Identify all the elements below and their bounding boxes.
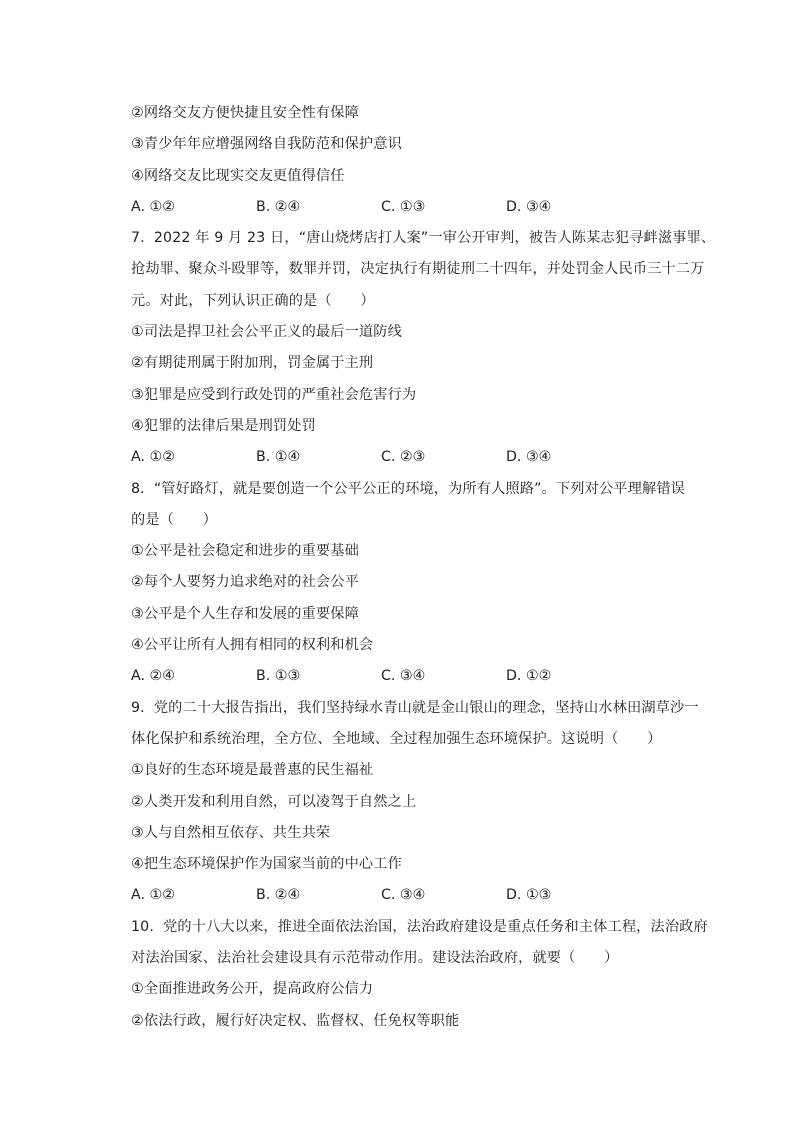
q9-item-3: ③人与自然相互依存、共生共荣: [131, 824, 331, 841]
q8-option-c: C. ③④: [381, 668, 426, 685]
q9-item-1: ①良好的生态环境是最普惠的民生福祉: [131, 762, 374, 779]
q8-item-2: ②每个人要努力追求绝对的社会公平: [131, 574, 359, 591]
q7-option-b: B. ①④: [256, 449, 301, 466]
question-10: [131, 914, 708, 1039]
q9-option-b: B. ②④: [256, 887, 301, 904]
q6-option-c: C. ①③: [381, 198, 426, 215]
question-9: [131, 695, 699, 914]
q7-item-2: ②有期徒刑属于附加刑，罚金属于主刑: [131, 355, 374, 372]
question-7: [131, 225, 716, 475]
q7-item-4: ④犯罪的法律后果是刑罚处罚: [131, 417, 316, 434]
q8-item-1: ①公平是社会稳定和进步的重要基础: [131, 543, 359, 560]
q7-options: [131, 444, 696, 475]
q6-options: [131, 194, 696, 225]
q8-number: 8.: [131, 480, 145, 497]
q8-stem-line-1: [131, 476, 696, 507]
q9-item-4: ④把生态环境保护作为国家当前的中心工作: [131, 856, 402, 873]
q8-stem-line-2: 的是（ ）: [131, 511, 218, 528]
q7-number: 7.: [131, 230, 145, 247]
q9-number: 9.: [131, 699, 145, 716]
q10-item-1: ①全面推进政务公开，提高政府公信力: [131, 981, 374, 998]
q9-stem-text-1: 党的二十大报告指出，我们坚持绿水青山就是金山银山的理念，坚持山水林田湖草沙一: [153, 699, 699, 716]
q7-option-a: A. ①②: [131, 449, 175, 466]
q8-stem-text-1: “管好路灯，就是要创造一个公平公正的环境，为所有人照路”。下列对公平理解错误: [153, 480, 685, 497]
q6-option-a: A. ①②: [131, 198, 175, 215]
q8-option-b: B. ①③: [256, 668, 301, 685]
q9-option-a: A. ①②: [131, 887, 175, 904]
q6-item-4: ④网络交友比现实交友更值得信任: [131, 167, 345, 184]
q10-stem-text-1: 党的十八大以来，推进全面依法治国，法治政府建设是重点任务和主体工程，法治政府: [163, 918, 708, 935]
q8-options: [131, 663, 696, 694]
q7-item-1: ①司法是捍卫社会公平正义的最后一道防线: [131, 324, 402, 341]
q7-stem-text-1: 2022 年 9 月 23 日，“唐山烧烤店打人案”一审公开审判，被告人陈某志犯寻衅滋事罪、: [153, 230, 716, 247]
q6-option-b: B. ②④: [256, 198, 301, 215]
q7-stem-line-3: 元。对此，下列认识正确的是（ ）: [131, 292, 375, 309]
q8-option-d: D. ①②: [506, 668, 552, 685]
q10-stem-line-2: 对法治国家、法治社会建设具有示范带动作用。建设法治政府，就要（ ）: [131, 950, 619, 967]
q7-option-c: C. ②③: [381, 449, 426, 466]
q6-item-2: ②网络交友方便快捷且安全性有保障: [131, 105, 359, 121]
q9-options: [131, 882, 696, 913]
q10-stem-line-1: [131, 914, 708, 945]
q9-stem-line-2: 体化保护和系统治理，全方位、全地域、全过程加强生态环境保护。这说明（ ）: [131, 730, 662, 747]
q7-stem-line-2: 抢劫罪、聚众斗殴罪等，数罪并罚，决定执行有期徒刑二十四年，并处罚金人民币三十二万: [131, 261, 705, 278]
q9-stem-line-1: [131, 695, 699, 726]
q8-item-3: ③公平是个人生存和发展的重要保障: [131, 605, 359, 622]
q8-option-a: A. ②④: [131, 668, 175, 685]
q9-option-c: C. ③④: [381, 887, 426, 904]
question-8: [131, 476, 696, 695]
q7-item-3: ③犯罪是应受到行政处罚的严重社会危害行为: [131, 386, 417, 403]
question-6-continued: [131, 100, 696, 225]
q7-option-d: D. ③④: [506, 449, 552, 466]
q10-item-2: ②依法行政，履行好决定权、监督权、任免权等职能: [131, 1012, 460, 1029]
q7-stem-line-1: [131, 225, 716, 256]
q10-number: 10.: [131, 918, 155, 935]
q8-item-4: ④公平让所有人拥有相同的权利和机会: [131, 637, 374, 654]
q6-item-3: ③青少年年应增强网络自我防范和保护意识: [131, 136, 402, 153]
exam-page: [131, 100, 716, 1039]
q9-option-d: D. ①③: [506, 887, 552, 904]
q6-option-d: D. ③④: [506, 198, 552, 215]
q9-item-2: ②人类开发和利用自然，可以凌驾于自然之上: [131, 793, 417, 810]
